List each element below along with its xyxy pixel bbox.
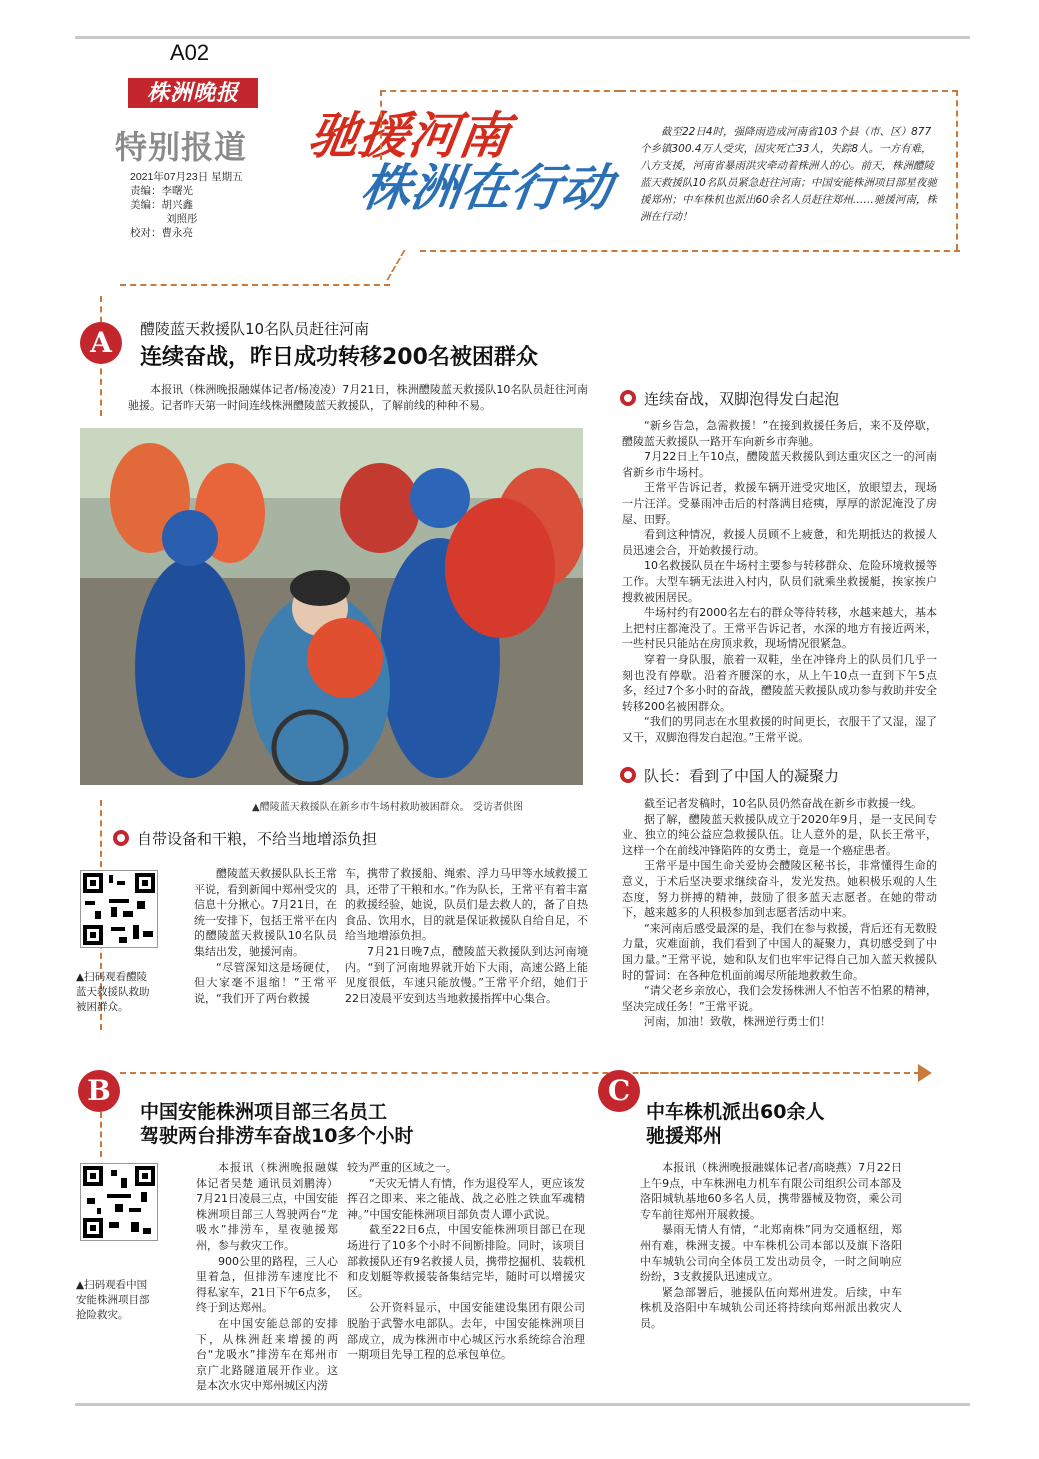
main-headline [298, 106, 623, 217]
section-c-arrow-icon [918, 1064, 932, 1082]
qr-code-b-pattern [81, 1164, 157, 1240]
section-title: 特别报道 [115, 128, 248, 166]
headline-line1: 驰援河南 [304, 106, 513, 165]
sub1-body [622, 418, 937, 745]
section-c-paragraph: 紧急部署后，驰援队伍向郑州进发。后续，中车株机及洛阳中车城轨公司还将持续向郑州派出救灾人员。 [640, 1285, 902, 1330]
sub2-paragraph: “来河南后感受最深的是，我们在参与救援，背后还有无数股力量，灾难面前，我们看到了中国人的凝聚力，真切感受到了中国力量。”王常平说，她和队友们也牢牢记得自己加入蓝天救援队时的誓词：在各种危机面前竭尽所能地救救生命。 [622, 921, 937, 982]
sub1-paragraph: 牛场村约有2000名左右的群众等待转移，水越来越大，基本上把村庄都淹没了。王常平告诉记者，水深的地方有接近两米，一些村民只能站在房顶求救，现场情况很紧急。 [622, 606, 937, 651]
section-c-body [640, 1160, 902, 1332]
section-b-paragraph: 截至22日6点，中国安能株洲项目部已在现场进行了10多个小时不间断排险。同时，该项目部救援队还有9名救援人员，携带挖掘机、装载机和皮划艇等救援装备集结完毕，随时可以增援灾区。 [347, 1223, 585, 1299]
sub3-col1-paragraph: 醴陵蓝天救援队队长王常平说，看到新闻中郑州受灾的信息十分揪心。7月21日，在统一安排下，包括王常平在内的醴陵蓝天救援队10名队员集结出发，驰援河南。 [194, 867, 337, 958]
sub2-body [622, 796, 937, 1030]
section-b-paragraph: “天灾无情人有情，作为退役军人，更应该发挥召之即来、来之能战、战之必胜之铁血军魂精神。”中国安能株洲项目部负责人谭小武说。 [347, 1176, 585, 1221]
sub3-col2-paragraph: 车，携带了救援船、绳索、浮力马甲等水域救援工具，还带了干粮和水。”作为队长，王常平有着丰富的救援经验，她说，队员们是去救人的，备了自热食品、饮用水，目的就是保证救援队自给自足，不给当地增添负担。 [345, 867, 588, 943]
bottom-rule [75, 1403, 970, 1406]
sub3-marker-icon [113, 830, 129, 846]
section-a-top-line [120, 284, 390, 286]
designer-credit: 美编：胡兴鑫 [130, 199, 193, 211]
top-rule [75, 36, 970, 39]
sub3-col2-paragraph: 7月21日晚7点，醴陵蓝天救援队到达河南境内。“到了河南地界就开始下大雨，高速公路上能见度很低，车速只能放慢。”王常平介绍，她们于22日凌晨平安到达当地救援指挥中心集合。 [345, 944, 588, 1005]
section-a-subtitle: 醴陵蓝天救援队10名队员赶往河南 [140, 320, 370, 338]
section-c-title-line2: 驰援郑州 [646, 1125, 723, 1147]
intro-tail-line [386, 250, 405, 280]
sub2-paragraph: 河南，加油！致敬，株洲逆行勇士们！ [644, 1015, 831, 1029]
section-b-paragraph: 在中国安能总部的安排下，从株洲赶来增援的两台“龙吸水”排涝车在郑州市京广北路隧道展开作业。这是本次水灾中郑州城区内涝 [196, 1316, 338, 1393]
sub1-paragraph: 看到这种情况，救援人员顾不上疲惫，和先期抵达的救援人员迅速会合，开始救援行动。 [622, 528, 937, 557]
section-c-title-line1: 中车株机派出60余人 [646, 1101, 825, 1123]
section-b-paragraph: 公开资料显示，中国安能建设集团有限公司脱胎于武警水电部队。去年，中国安能株洲项目部成立，成为株洲市中心城区污水系统综合治理一期项目先导工程的总承包单位。 [347, 1301, 585, 1362]
sub1-paragraph: “新乡告急，急需救援！”在接到救援任务后，来不及停歇，醴陵蓝天救援队一路开车向新乡市奔驰。 [622, 419, 937, 448]
sub2-paragraph: 王常平是中国生命关爱协会醴陵区秘书长，非常懂得生命的意义，于术后坚决要求继续奋斗，发光发热。她积极乐观的人生态度，努力拼搏的精神，鼓励了很多蓝天志愿者。在她的带动下，越来越多的人积极参加到志愿者活动中来。 [622, 859, 937, 920]
sub1-paragraph: 10名救援队员在牛场村主要参与转移群众、危险环境救援等工作。大型车辆无法进入村内，队员们就乘坐救援艇，挨家挨户搜救被困居民。 [622, 559, 937, 604]
intro-box-left-vert [380, 90, 382, 160]
rescue-photo [80, 428, 583, 785]
intro-text: 截至22日4时，强降雨造成河南省103个县（市、区）877个乡镇300.4万人受灾，因灾死亡33人，失踪8人。一方有难，八方支援，河南省暴雨洪灾牵动着株洲人的心。前天，株洲醴陵蓝天救援队10名队员紧急赶往河南；中国安能株洲项目部星夜驰援郑州；中车株机也派出60余名人员赶往郑州……驰援河南，株洲在行动！ [640, 126, 937, 223]
section-b-title-line2: 驾驶两台排涝车奋战10多个小时 [140, 1125, 414, 1147]
sub2-marker-icon [620, 767, 636, 783]
intro-box-bottom-line [420, 250, 960, 252]
section-b-badge: B [78, 1070, 120, 1112]
sub2-paragraph: “请父老乡亲放心，我们会发扬株洲人不怕苦不怕累的精神，坚决完成任务！”王常平说。 [622, 984, 937, 1013]
section-b-title-line1: 中国安能株洲项目部三名员工 [140, 1101, 388, 1123]
credits [130, 170, 243, 240]
sub2-paragraph: 截至记者发稿时，10名队员仍然奋战在新乡市救援一线。 [644, 797, 922, 810]
section-b-col1 [196, 1160, 338, 1394]
sub1-paragraph: “我们的男同志在水里救援的时间更长，衣服干了又湿，湿了又干，双脚泡得发白起泡。”王常平说。 [622, 715, 937, 744]
designer2-credit: 刘照彤 [166, 213, 198, 225]
sub3-heading: 自带设备和干粮，不给当地增添负担 [137, 830, 378, 848]
editor-credit: 责编：李曙光 [130, 185, 193, 197]
qr-caption-a: ▲扫码观看醴陵蓝天救援队救助被困群众。 [76, 971, 150, 1013]
sub3-col1 [194, 866, 337, 1006]
qr-caption-b: ▲扫码观看中国安能株洲项目部抢险救灾。 [76, 1279, 150, 1321]
photo-caption: ▲醴陵蓝天救援队在新乡市牛场村救助被困群众。 受访者供图 [252, 802, 523, 813]
qr-code-a-pattern [81, 871, 157, 947]
intro-box-left-line [380, 90, 620, 92]
section-c-arrow-line [640, 1072, 920, 1074]
section-b-paragraph: 900公里的路程，三人心里着急，但排涝车速度比不得私家车，21日下午6点多，终于到达郑州。 [196, 1254, 338, 1315]
masthead-logo: 株洲晚报 [128, 78, 258, 108]
sub1-paragraph: 7月22日上午10点，醴陵蓝天救援队到达重灾区之一的河南省新乡市牛场村。 [622, 450, 937, 479]
issue-date: 2021年07月23日 星期五 [130, 171, 243, 183]
section-a-title: 连续奋战，昨日成功转移200名被困群众 [140, 345, 538, 370]
section-c-paragraph: 本报讯（株洲晚报融媒体记者/高晓燕）7月22日上午9点，中车株洲电力机车有限公司组织公司本部及洛阳城轨基地60多名人员，携带器械及物资，乘公司专车前往郑州开展救援。 [640, 1161, 902, 1221]
sub2-paragraph: 据了解，醴陵蓝天救援队成立于2020年9月，是一支民间专业、独立的纯公益应急救援队伍。让人意外的是，队长王常平，这样一个在前线冲锋陷阵的女勇士，竟是一个癌症患者。 [622, 812, 937, 857]
section-b-left-line [100, 1112, 102, 1157]
sub3-col2 [345, 866, 588, 1006]
lead-paragraph: 本报讯（株洲晚报融媒体记者/杨凌凌）7月21日，株洲醴陵蓝天救援队10名队员赶往河南驰援。记者昨天第一时间连线株洲醴陵蓝天救援队，了解前线的种种不易。 [128, 383, 588, 412]
section-a-lead [128, 382, 588, 413]
section-b-paragraph: 本报讯（株洲晚报融媒体记者吴楚 通讯员刘鹏涛）7月21日凌晨三点，中国安能株洲项目部三人驾驶两台“龙吸水”排涝车，星夜驰援郑州，参与救灾工作。 [196, 1161, 338, 1252]
page-number: A02 [170, 40, 210, 65]
section-c-badge: C [598, 1070, 640, 1112]
sub1-marker-icon [620, 390, 636, 406]
qr-code-a[interactable] [80, 870, 158, 948]
headline-line2: 株洲在行动 [357, 158, 616, 217]
sub3-col1-paragraph: “尽管深知这是场硬仗，但大家毫不退缩！”王常平说，“我们开了两台救援 [194, 960, 337, 1005]
sub1-paragraph: 王常平告诉记者，救援车辆开进受灾地区，放眼望去，现场一片汪洋。受暴雨冲击后的村落满目疮痍，厚厚的淤泥淹没了房屋、田野。 [622, 481, 937, 526]
rescue-photo-illustration [80, 428, 583, 785]
proof-credit: 校对：曹永亮 [130, 227, 193, 239]
section-a-badge: A [80, 322, 122, 364]
sub1-heading: 连续奋战，双脚泡得发白起泡 [644, 390, 840, 408]
sub2-heading: 队长：看到了中国人的凝聚力 [644, 767, 840, 785]
section-b-col2 [347, 1160, 585, 1363]
sub1-paragraph: 穿着一身队服，旅着一双鞋，坐在冲锋舟上的队员们几乎一刻也没有停歇。沿着齐腰深的水，从上午10点一直到下午5点多，经过7个多小时的奋战，醴陵蓝天救援队成功参与救助并安全转移200名被困群众。 [622, 652, 937, 713]
section-c-paragraph: 暴雨无情人有情，“北郑南株”同为交通枢纽，郑州有难，株洲支援。中车株机公司本部以及旗下洛阳中车城轨公司向全体员工发出动员令，一时之间响应纷纷，3支救援队迅速成立。 [640, 1223, 902, 1284]
section-b-paragraph: 较为严重的区域之一。 [347, 1161, 457, 1174]
qr-code-b[interactable] [80, 1163, 158, 1241]
